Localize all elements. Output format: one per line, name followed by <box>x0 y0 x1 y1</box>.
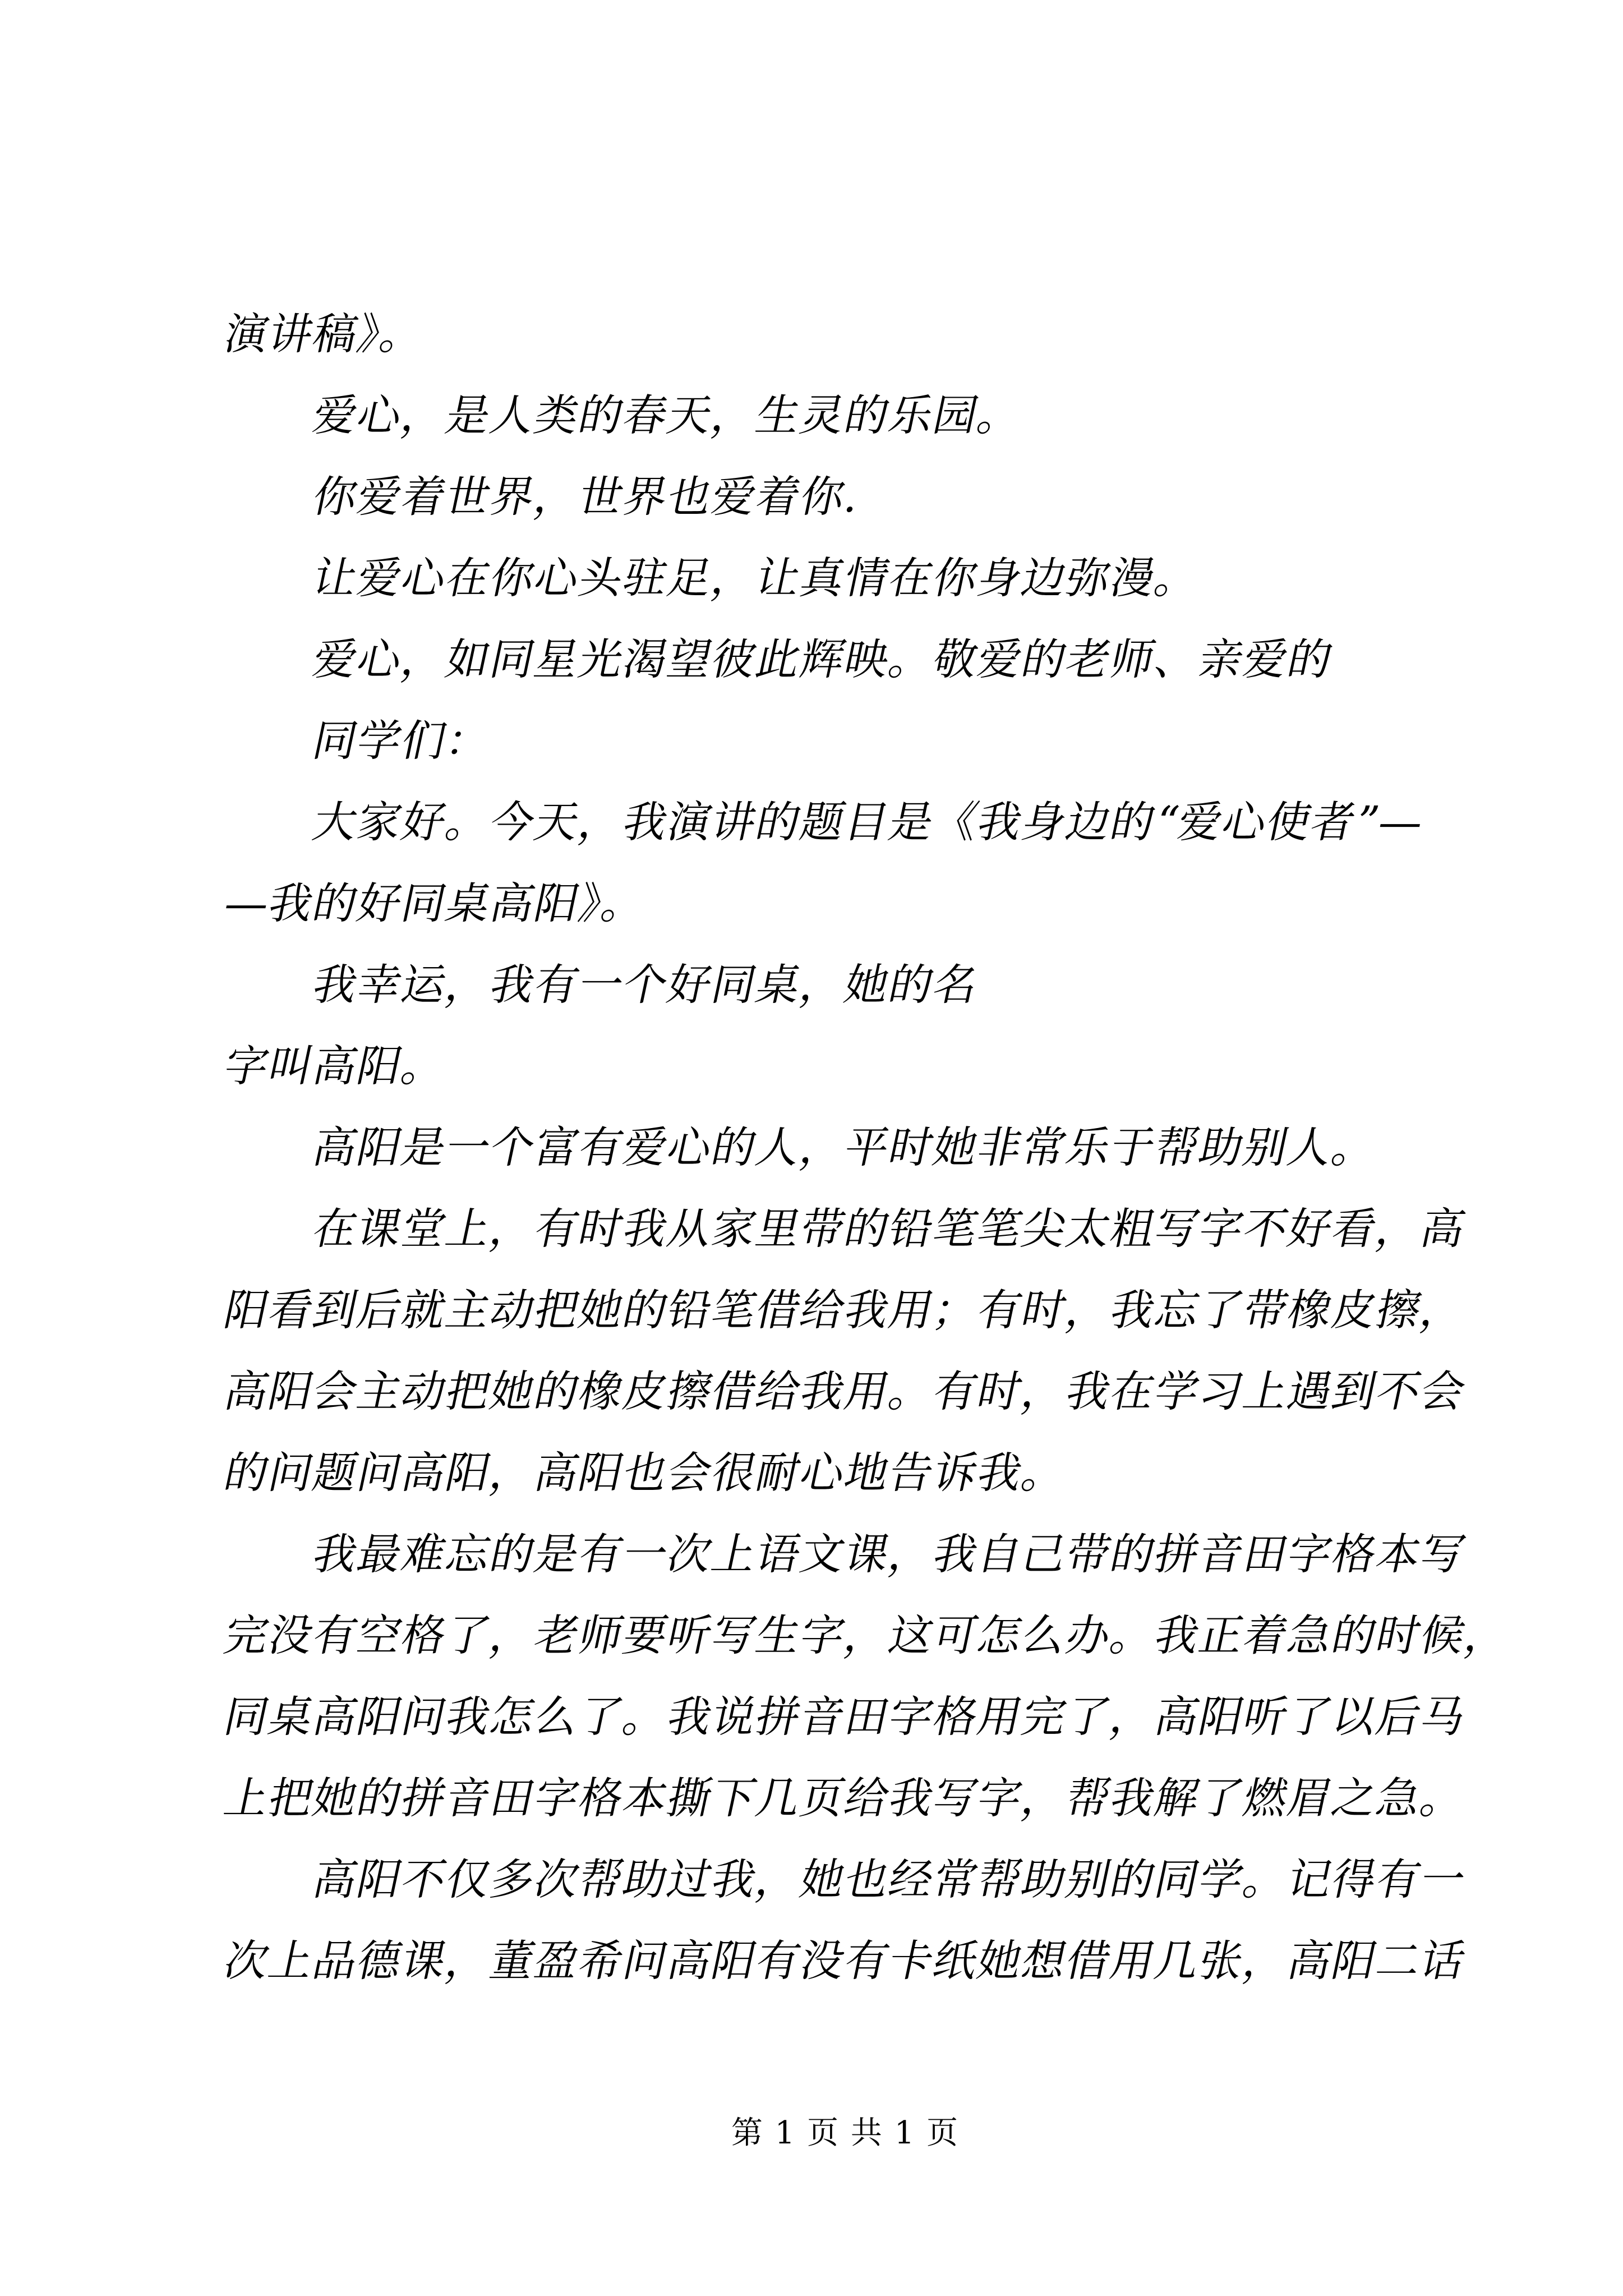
text-line: 在课堂上，有时我从家里带的铅笔笔尖太粗写字不好看，高 <box>308 1204 1471 1254</box>
text-line: 上把她的拼音田字格本撕下几页给我写字，帮我解了燃眉之急。 <box>219 1774 1471 1824</box>
text-line: 同桌高阳问我怎么了。我说拼音田字格用完了，高阳听了以后马 <box>219 1692 1471 1742</box>
text-line: 的问题问高阳，高阳也会很耐心地告诉我。 <box>219 1448 1072 1498</box>
page-footer: 第 1 页 共 1 页 <box>731 2115 960 2151</box>
text-line: 次上品德课，董盈希问高阳有没有卡纸她想借用几张，高阳二话 <box>219 1936 1471 1986</box>
text-line: 高阳不仅多次帮助过我，她也经常帮助别的同学。记得有一 <box>308 1855 1471 1905</box>
document-body <box>219 294 1515 2002</box>
text-line: 让爱心在你心头驻足，让真情在你身边弥漫。 <box>308 554 1205 604</box>
text-line: 字叫高阳。 <box>219 1042 452 1092</box>
text-line: 演讲稿》。 <box>219 310 431 360</box>
text-line: 阳看到后就主动把她的铅笔借给我用；有时，我忘了带橡皮擦， <box>219 1286 1471 1336</box>
text-line: 我幸运，我有一个好同桌，她的名 <box>308 960 984 1010</box>
text-line: 爱心，是人类的春天，生灵的乐园。 <box>308 391 1028 441</box>
text-line: 完没有空格了，老师要听写生字，这可怎么办。我正着急的时候， <box>219 1611 1515 1661</box>
text-line: 你爱着世界，世界也爱着你. <box>308 472 866 522</box>
text-line: 大家好。今天，我演讲的题目是《我身边的“爱心使者”— <box>308 798 1429 848</box>
text-line: 同学们： <box>308 716 496 766</box>
text-line: 高阳会主动把她的橡皮擦借给我用。有时，我在学习上遇到不会 <box>219 1367 1471 1417</box>
text-line: 高阳是一个富有爱心的人，平时她非常乐于帮助别人。 <box>308 1123 1382 1173</box>
text-line: 爱心，如同星光渴望彼此辉映。敬爱的老师、亲爱的 <box>308 635 1338 685</box>
text-line: 我最难忘的是有一次上语文课，我自己带的拼音田字格本写 <box>308 1530 1471 1580</box>
text-line: —我的好同桌高阳》。 <box>219 879 652 929</box>
